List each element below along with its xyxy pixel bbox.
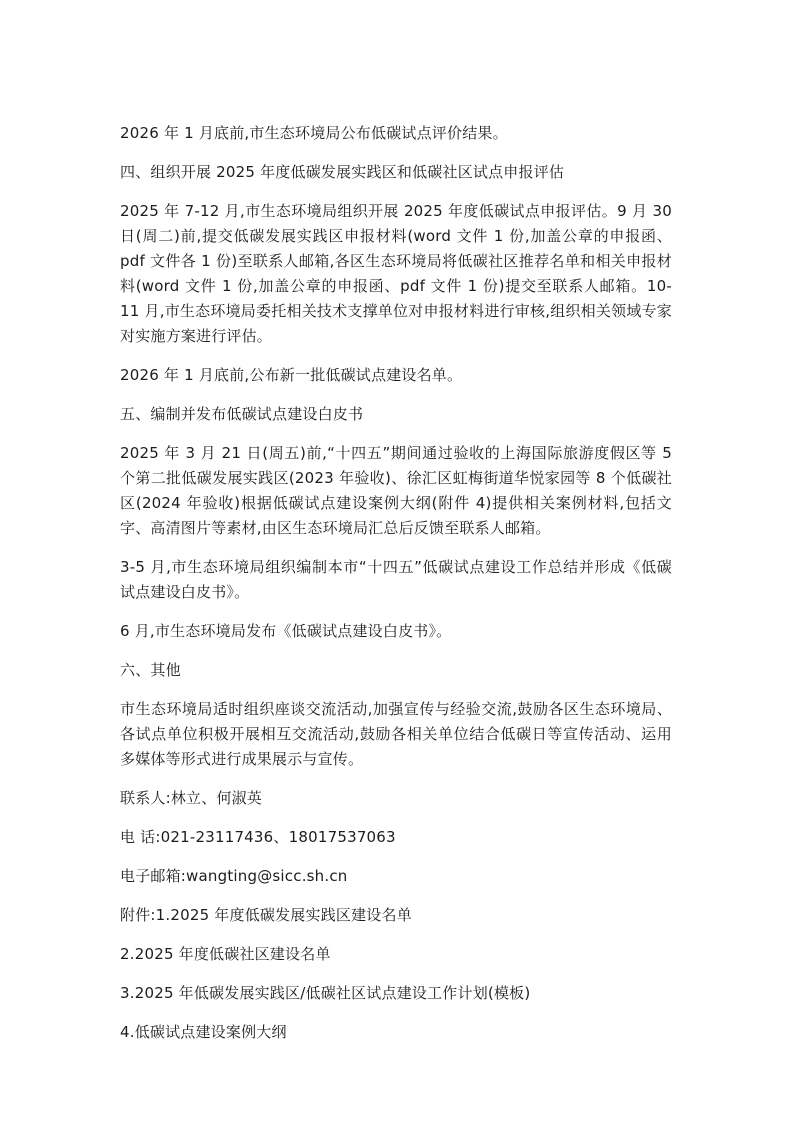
paragraph-white-paper-drafting: 3-5 月,市生态环境局组织编制本市“十四五”低碳试点建设工作总结并形成《低碳试点建设白皮书》。 — [120, 558, 672, 601]
paragraph-2026-evaluation-results: 2026 年 1 月底前,市生态环境局公布低碳试点评价结果。 — [120, 124, 508, 142]
attachment-line-3: 3.2025 年低碳发展实践区/低碳社区试点建设工作计划(模板) — [120, 984, 531, 1002]
paragraph-case-materials-submission: 2025 年 3 月 21 日(周五)前,“十四五”期间通过验收的上海国际旅游度假区等 5 个第二批低碳发展实践区(2023 年验收)、徐汇区虹梅街道华悦家园等 8 个低碳社区(2024 年验收)根据低碳试点建设案例大纲(附件 4)提供相关案例材料,包括文字、高清图片等素材,由区生态环境局汇总后反馈至联系人邮箱。 — [120, 444, 672, 537]
attachment-line-4: 4.低碳试点建设案例大纲 — [120, 1023, 287, 1041]
attachment-line-1: 附件:1.2025 年度低碳发展实践区建设名单 — [120, 906, 412, 924]
heading-section-6: 六、其他 — [120, 661, 181, 679]
paragraph-white-paper-release: 6 月,市生态环境局发布《低碳试点建设白皮书》。 — [120, 622, 452, 640]
paragraph-2026-new-pilot-list: 2026 年 1 月底前,公布新一批低碳试点建设名单。 — [120, 366, 463, 384]
heading-section-5: 五、编制并发布低碳试点建设白皮书 — [120, 405, 364, 423]
contact-phone-line: 电 话:021-23117436、18017537063 — [120, 828, 396, 846]
paragraph-2025-application-evaluation: 2025 年 7-12 月,市生态环境局组织开展 2025 年度低碳试点申报评估。9 月 30 日(周二)前,提交低碳发展实践区申报材料(word 文件 1 份,加盖公章的申报函、pdf 文件各 1 份)至联系人邮箱,各区生态环境局将低碳社区推荐名单和相关申报材料(word 文件 1 份,加盖公章的申报函、pdf 文件 1 份)提交至联系人邮箱。10-11 月,市生态环境局委托相关技术支撑单位对申报材料进行审核,组织相关领域专家对实施方案进行评估。 — [120, 202, 672, 345]
paragraph-exchange-and-publicity: 市生态环境局适时组织座谈交流活动,加强宣传与经验交流,鼓励各区生态环境局、各试点单位积极开展相互交流活动,鼓励各相关单位结合低碳日等宣传活动、运用多媒体等形式进行成果展示与宣传。 — [120, 700, 672, 768]
contact-email-line: 电子邮箱:wangting@sicc.sh.cn — [120, 867, 348, 885]
heading-section-4: 四、组织开展 2025 年度低碳发展实践区和低碳社区试点申报评估 — [120, 163, 565, 181]
attachment-line-2: 2.2025 年度低碳社区建设名单 — [120, 945, 331, 963]
contact-person-line: 联系人:林立、何淑英 — [120, 789, 263, 807]
